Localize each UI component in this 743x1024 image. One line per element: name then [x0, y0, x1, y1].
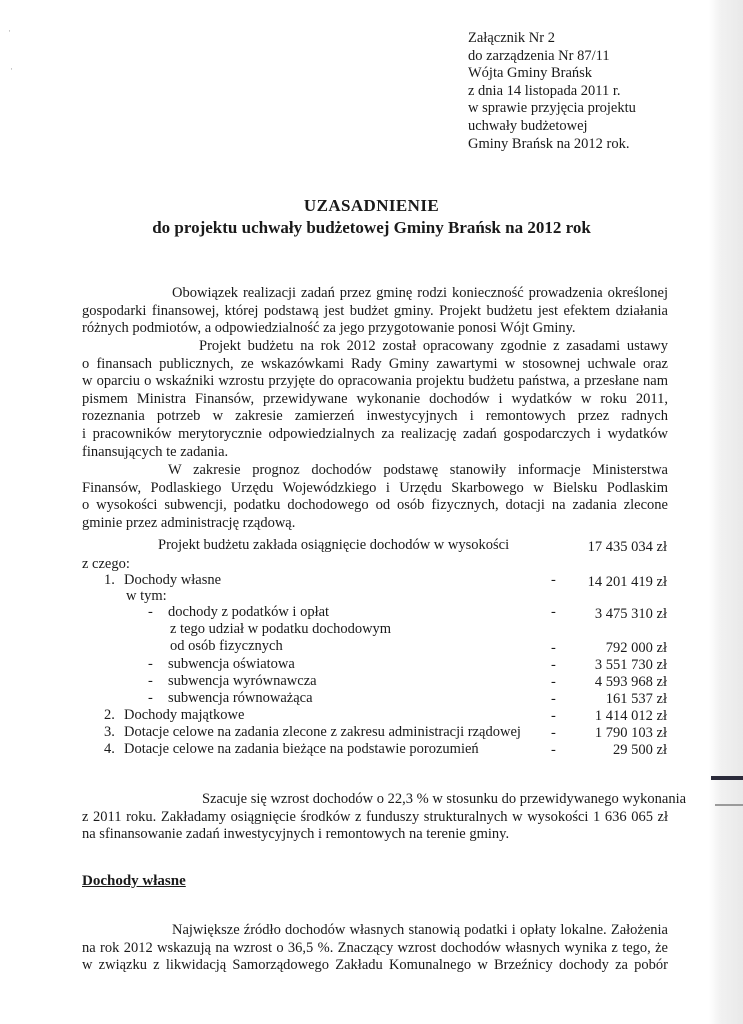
- text-line: z 2011 roku. Zakładamy osiągnięcie środków z funduszy strukturalnych w wysokości 1 636 065 zł: [82, 808, 668, 825]
- of-which-label: z czego:: [82, 556, 130, 572]
- own-income-amount: 14 201 419 zł: [587, 574, 667, 590]
- bullet-dash: -: [148, 690, 153, 706]
- text-line: W zakresie prognoz dochodów podstawę stanowiły informacje Ministerstwa: [168, 462, 668, 478]
- pit-label-line-1: z tego udział w podatku dochodowym: [170, 621, 392, 637]
- own-income-paragraph: [82, 922, 668, 975]
- list-number: 3.: [104, 724, 115, 740]
- text-line: i pracowników merytorycznie odpowiedzialnych za realizację zadań gospodarczych i wydatków: [82, 425, 668, 442]
- dash: -: [551, 657, 556, 673]
- scan-edge-mark-secondary: [715, 804, 743, 806]
- gov-grants-label: Dotacje celowe na zadania zlecone z zakresu administracji rządowej: [124, 724, 521, 740]
- bullet-dash: -: [148, 604, 153, 620]
- eq-subsidy-label: subwencja wyrównawcza: [168, 673, 317, 689]
- document-title: UZASADNIENIE: [303, 196, 440, 215]
- property-income-label: Dochody majątkowe: [124, 707, 245, 723]
- text-line: Finansów, Podlaskiego Urzędu Wojewódzkiego i Urzędu Skarbowego w Bielsku Podlaskim: [82, 479, 668, 496]
- intro-paragraph-2: [82, 338, 668, 461]
- annex-line: do zarządzenia Nr 87/11: [468, 47, 610, 64]
- list-number: 2.: [104, 707, 115, 723]
- text-line: różnych podmiotów, a odpowiedzialność za jego przygotowanie ponosi Wójt Gminy.: [82, 320, 576, 337]
- dash: -: [551, 725, 556, 741]
- text-line: rozeznania potrzeb w zakresie zamierzeń inwestycyjnych i remontowych przez radnych: [82, 408, 668, 425]
- text-line: o finansach publicznych, ze wskazówkami Rady Gminy zawartymi w stosownej uchwale oraz: [82, 355, 668, 372]
- text-line: na rok 2012 wskazują na wzrost o 36,5 %. Znaczący wzrost dochodów własnych wynika z tego, że: [82, 939, 668, 956]
- pit-label-line-2: od osób fizycznych: [170, 638, 283, 654]
- document-subtitle: do projektu uchwały budżetowej Gminy Brańsk na 2012 rok: [152, 218, 591, 237]
- list-number: 1.: [104, 572, 115, 588]
- section-heading-own-income: Dochody własne: [82, 873, 186, 889]
- annex-line: Gminy Brańsk na 2012 rok.: [468, 135, 630, 152]
- annex-line: uchwały budżetowej: [468, 117, 588, 134]
- agreement-grants-amount: 29 500 zł: [613, 742, 667, 758]
- eq-subsidy-amount: 4 593 968 zł: [594, 674, 667, 690]
- growth-paragraph: [82, 791, 687, 844]
- list-number: 4.: [104, 741, 115, 757]
- text-line: gospodarki finansowej, której podstawą jest budżet gminy. Projekt budżetu jest efektem działania: [82, 302, 668, 319]
- edu-subsidy-amount: 3 551 730 zł: [594, 657, 667, 673]
- pit-amount: 792 000 zł: [605, 640, 667, 656]
- taxes-label: dochody z podatków i opłat: [168, 604, 330, 620]
- text-line: gminie przez administrację rządową.: [82, 514, 296, 531]
- text-line: Największe źródło dochodów własnych stanowią podatki i opłaty lokalne. Założenia: [172, 922, 668, 938]
- scan-edge-mark: [711, 776, 743, 780]
- dash: -: [551, 572, 556, 588]
- bullet-dash: -: [148, 673, 153, 689]
- intro-paragraph-1: [82, 285, 668, 338]
- text-line: na sfinansowanie zadań inwestycyjnych i remontowych na terenie gminy.: [82, 826, 510, 843]
- dash: -: [551, 604, 556, 620]
- text-line: w oparciu o wskaźniki wzrostu przyjęte do opracowania projektu budżetu państwa, a przesłane nam: [82, 373, 668, 390]
- annex-line: z dnia 14 listopada 2011 r.: [468, 82, 621, 99]
- dash: -: [551, 691, 556, 707]
- text-line: pismem Ministra Finansów, przewidywane wykonanie dochodów i wydatków w roku 2011,: [82, 390, 668, 407]
- text-line: Obowiązek realizacji zadań przez gminę rodzi konieczność prowadzenia określonej: [172, 285, 668, 301]
- text-line: Projekt budżetu na rok 2012 został opracowany zgodnie z zasadami ustawy: [199, 338, 668, 354]
- taxes-amount: 3 475 310 zł: [594, 606, 667, 622]
- agreement-grants-label: Dotacje celowe na zadania bieżące na podstawie porozumień: [124, 741, 479, 757]
- income-total-amount: 17 435 034 zł: [587, 539, 667, 555]
- intro-paragraph-3: [82, 462, 668, 532]
- dash: -: [551, 674, 556, 690]
- scan-speck: ·: [10, 64, 13, 74]
- scan-speck: ·: [8, 26, 11, 36]
- annex-line: w sprawie przyjęcia projektu: [468, 100, 636, 117]
- bullet-dash: -: [148, 656, 153, 672]
- including-label: w tym:: [126, 588, 167, 604]
- balancing-subsidy-amount: 161 537 zł: [605, 691, 667, 707]
- dash: -: [551, 708, 556, 724]
- annex-line: Wójta Gminy Brańsk: [468, 65, 593, 82]
- text-line: finansujących te zadania.: [82, 443, 229, 460]
- text-line: w związku z likwidacją Samorządowego Zakładu Komunalnego w Brzeźnicy dochody za pobór: [82, 957, 668, 974]
- text-line: Szacuje się wzrost dochodów o 22,3 % w stosunku do przewidywanego wykonania: [202, 791, 687, 807]
- income-lead: Projekt budżetu zakłada osiągnięcie dochodów w wysokości: [158, 537, 510, 553]
- edu-subsidy-label: subwencja oświatowa: [168, 656, 295, 672]
- balancing-subsidy-label: subwencja równoważąca: [168, 690, 313, 706]
- gov-grants-amount: 1 790 103 zł: [594, 725, 667, 741]
- annex-line: Załącznik Nr 2: [468, 30, 555, 46]
- annex-header: [468, 30, 636, 153]
- text-line: o wysokości subwencji, podatku dochodowego od osób fizycznych, dotacji na zadania zlecone: [82, 497, 668, 514]
- page-edge-shadow: [709, 0, 743, 1024]
- own-income-label: Dochody własne: [124, 572, 222, 588]
- dash: -: [551, 640, 556, 656]
- property-income-amount: 1 414 012 zł: [594, 708, 667, 724]
- dash: -: [551, 742, 556, 758]
